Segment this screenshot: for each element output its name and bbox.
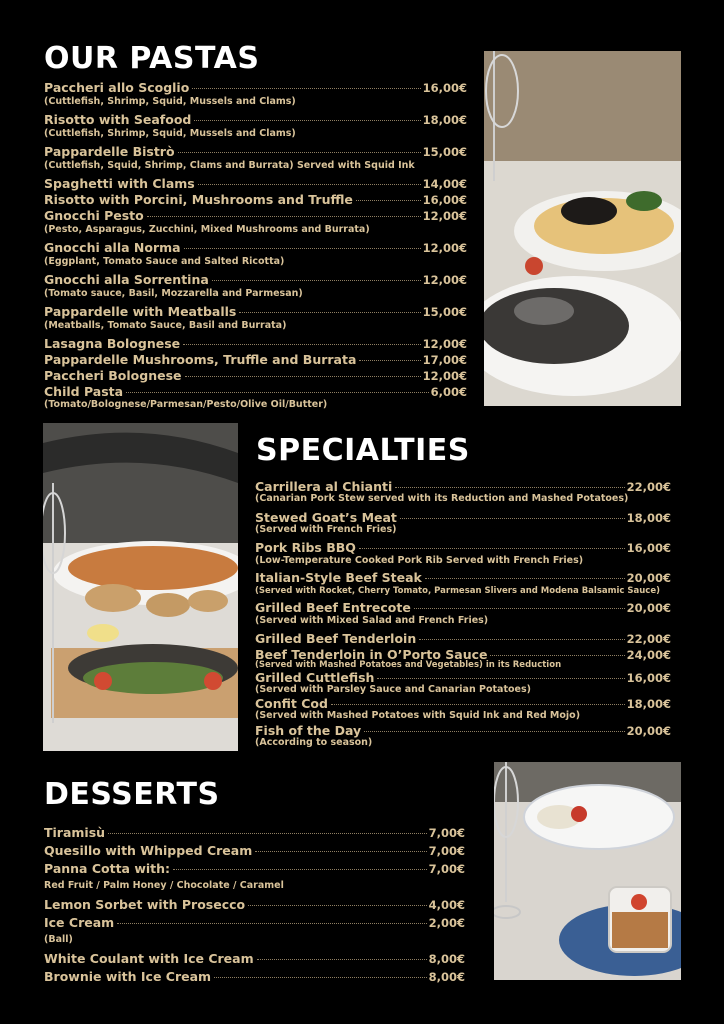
dot-leader bbox=[198, 184, 421, 185]
item-price: 12,00€ bbox=[422, 273, 467, 287]
menu-item bbox=[44, 112, 467, 127]
menu-item bbox=[44, 176, 467, 191]
dot-leader bbox=[377, 678, 624, 679]
item-name: Panna Cotta with: bbox=[44, 861, 171, 876]
menu-item bbox=[44, 336, 467, 351]
dot-leader bbox=[173, 869, 427, 870]
dot-leader bbox=[214, 977, 427, 978]
dot-leader bbox=[490, 655, 624, 656]
item-name: Lasagna Bolognese bbox=[44, 336, 181, 351]
dot-leader bbox=[414, 608, 625, 609]
item-price: 20,00€ bbox=[626, 601, 671, 615]
specialties-dishes-illustration bbox=[43, 423, 238, 751]
menu-item bbox=[44, 368, 467, 383]
item-name: Fish of the Day bbox=[255, 723, 362, 738]
dot-leader bbox=[419, 639, 624, 640]
menu-item bbox=[255, 540, 671, 555]
item-price: 20,00€ bbox=[626, 571, 671, 585]
item-price: 15,00€ bbox=[422, 145, 467, 159]
item-name: Risotto with Seafood bbox=[44, 112, 192, 127]
dot-leader bbox=[364, 731, 624, 732]
item-name: Grilled Beef Tenderloin bbox=[255, 631, 417, 646]
dot-leader bbox=[184, 248, 421, 249]
item-price: 7,00€ bbox=[428, 862, 465, 876]
item-price: 12,00€ bbox=[422, 337, 467, 351]
item-price: 12,00€ bbox=[422, 369, 467, 383]
dot-leader bbox=[239, 312, 420, 313]
item-name: Pappardelle Bistrò bbox=[44, 144, 175, 159]
menu-item bbox=[255, 670, 671, 685]
item-description: (Served with French Fries) bbox=[255, 524, 397, 535]
item-price: 4,00€ bbox=[428, 898, 465, 912]
item-description: (Tomato/Bolognese/Parmesan/Pesto/Olive Oil/Butter) bbox=[44, 399, 328, 410]
item-name: Gnocchi alla Norma bbox=[44, 240, 181, 255]
menu-item bbox=[44, 240, 467, 255]
dot-leader bbox=[108, 833, 427, 834]
item-name: Quesillo with Whipped Cream bbox=[44, 843, 253, 858]
item-name: Pappardelle with Meatballs bbox=[44, 304, 237, 319]
desserts-photo bbox=[494, 762, 681, 980]
menu-item bbox=[44, 825, 465, 840]
item-description: (Cuttlefish, Squid, Shrimp, Clams and Burrata) Served with Squid Ink bbox=[44, 160, 415, 171]
dot-leader bbox=[331, 704, 625, 705]
dot-leader bbox=[359, 548, 625, 549]
item-name: Lemon Sorbet with Prosecco bbox=[44, 897, 246, 912]
dot-leader bbox=[147, 216, 421, 217]
item-name: Ice Cream bbox=[44, 915, 115, 930]
dot-leader bbox=[257, 959, 427, 960]
dot-leader bbox=[425, 578, 625, 579]
item-price: 16,00€ bbox=[422, 193, 467, 207]
menu-item bbox=[44, 144, 467, 159]
dot-leader bbox=[400, 518, 625, 519]
menu-item bbox=[44, 192, 467, 207]
specialties-dishes-photo bbox=[43, 423, 238, 751]
dot-leader bbox=[192, 88, 420, 89]
item-name: Carrillera al Chianti bbox=[255, 479, 393, 494]
menu-item bbox=[255, 479, 671, 494]
item-name: Confit Cod bbox=[255, 696, 328, 711]
dot-leader bbox=[255, 851, 426, 852]
item-price: 12,00€ bbox=[422, 241, 467, 255]
menu-item bbox=[44, 272, 467, 287]
item-price: 24,00€ bbox=[626, 648, 671, 662]
menu-item bbox=[44, 384, 467, 399]
item-price: 6,00€ bbox=[430, 385, 467, 399]
menu-item bbox=[255, 510, 671, 525]
menu-item bbox=[44, 897, 465, 912]
item-price: 22,00€ bbox=[626, 480, 671, 494]
menu-item bbox=[44, 969, 465, 984]
item-name: Paccheri Bolognese bbox=[44, 368, 182, 383]
menu-item bbox=[255, 600, 671, 615]
dot-leader bbox=[356, 200, 421, 201]
item-name: Brownie with Ice Cream bbox=[44, 969, 212, 984]
item-name: Paccheri allo Scoglio bbox=[44, 80, 190, 95]
menu-item bbox=[255, 696, 671, 711]
menu-item bbox=[44, 304, 467, 319]
item-price: 17,00€ bbox=[422, 353, 467, 367]
item-price: 14,00€ bbox=[422, 177, 467, 191]
item-description: (Cuttlefish, Shrimp, Squid, Mussels and Clams) bbox=[44, 96, 296, 107]
item-price: 16,00€ bbox=[626, 541, 671, 555]
dot-leader bbox=[212, 280, 421, 281]
item-name: Spaghetti with Clams bbox=[44, 176, 195, 191]
dot-leader bbox=[248, 905, 426, 906]
item-name: Beef Tenderloin in O’Porto Sauce bbox=[255, 647, 488, 662]
menu-item bbox=[255, 631, 671, 646]
menu-item bbox=[44, 80, 467, 95]
item-description: (Meatballs, Tomato Sauce, Basil and Burrata) bbox=[44, 320, 287, 331]
item-description: (Served with Parsley Sauce and Canarian Potatoes) bbox=[255, 684, 531, 695]
pasta-dishes-photo bbox=[484, 51, 681, 406]
item-price: 18,00€ bbox=[626, 697, 671, 711]
dot-leader bbox=[359, 360, 420, 361]
dot-leader bbox=[185, 376, 421, 377]
menu-item bbox=[255, 723, 671, 738]
item-price: 2,00€ bbox=[428, 916, 465, 930]
item-price: 18,00€ bbox=[422, 113, 467, 127]
specialties-heading: SPECIALTIES bbox=[256, 433, 470, 468]
pastas-heading: OUR PASTAS bbox=[44, 41, 260, 76]
item-name: Pappardelle Mushrooms, Truffle and Burrata bbox=[44, 352, 357, 367]
item-price: 7,00€ bbox=[428, 826, 465, 840]
item-description: (Tomato sauce, Basil, Mozzarella and Parmesan) bbox=[44, 288, 303, 299]
item-description: (Served with Mashed Potatoes and Vegetables) in its Reduction bbox=[255, 660, 562, 670]
item-name: Italian-Style Beef Steak bbox=[255, 570, 422, 585]
dot-leader bbox=[178, 152, 421, 153]
item-price: 7,00€ bbox=[428, 844, 465, 858]
dot-leader bbox=[117, 923, 426, 924]
item-price: 12,00€ bbox=[422, 209, 467, 223]
item-description: (Served with Mixed Salad and French Fries) bbox=[255, 615, 489, 626]
item-price: 16,00€ bbox=[626, 671, 671, 685]
menu-item bbox=[44, 352, 467, 367]
pasta-dishes-illustration bbox=[484, 51, 681, 406]
item-description: (Ball) bbox=[44, 934, 73, 945]
item-price: 15,00€ bbox=[422, 305, 467, 319]
item-description: Red Fruit / Palm Honey / Chocolate / Caramel bbox=[44, 880, 284, 891]
menu-item bbox=[255, 570, 671, 585]
item-name: White Coulant with Ice Cream bbox=[44, 951, 254, 966]
item-name: Tiramisù bbox=[44, 825, 106, 840]
item-description: (Canarian Pork Stew served with its Reduction and Mashed Potatoes) bbox=[255, 493, 629, 504]
item-description: (Low-Temperature Cooked Pork Rib Served with French Fries) bbox=[255, 555, 584, 566]
item-price: 16,00€ bbox=[422, 81, 467, 95]
menu-item bbox=[44, 208, 467, 223]
item-description: (Eggplant, Tomato Sauce and Salted Ricotta) bbox=[44, 256, 285, 267]
item-price: 18,00€ bbox=[626, 511, 671, 525]
dot-leader bbox=[395, 487, 624, 488]
item-name: Risotto with Porcini, Mushrooms and Truffle bbox=[44, 192, 353, 207]
item-description: (Served with Mashed Potatoes with Squid Ink and Red Mojo) bbox=[255, 710, 581, 721]
item-price: 8,00€ bbox=[428, 952, 465, 966]
item-description: (Served with Rocket, Cherry Tomato, Parmesan Slivers and Modena Balsamic Sauce) bbox=[255, 586, 660, 596]
item-description: (Cuttlefish, Shrimp, Squid, Mussels and Clams) bbox=[44, 128, 296, 139]
item-price: 20,00€ bbox=[626, 724, 671, 738]
item-name: Gnocchi alla Sorrentina bbox=[44, 272, 209, 287]
dot-leader bbox=[126, 392, 429, 393]
menu-item bbox=[44, 861, 465, 876]
menu-item bbox=[44, 843, 465, 858]
item-name: Gnocchi Pesto bbox=[44, 208, 144, 223]
dot-leader bbox=[183, 344, 420, 345]
desserts-heading: DESSERTS bbox=[44, 777, 220, 812]
item-price: 22,00€ bbox=[626, 632, 671, 646]
menu-item bbox=[44, 951, 465, 966]
dot-leader bbox=[194, 120, 420, 121]
item-description: (According to season) bbox=[255, 737, 373, 748]
menu-item bbox=[44, 915, 465, 930]
item-name: Stewed Goat’s Meat bbox=[255, 510, 397, 525]
item-price: 8,00€ bbox=[428, 970, 465, 984]
item-description: (Pesto, Asparagus, Zucchini, Mixed Mushrooms and Burrata) bbox=[44, 224, 370, 235]
item-name: Pork Ribs BBQ bbox=[255, 540, 356, 555]
desserts-illustration bbox=[494, 762, 681, 980]
item-name: Grilled Cuttlefish bbox=[255, 670, 375, 685]
item-name: Child Pasta bbox=[44, 384, 124, 399]
item-name: Grilled Beef Entrecote bbox=[255, 600, 411, 615]
